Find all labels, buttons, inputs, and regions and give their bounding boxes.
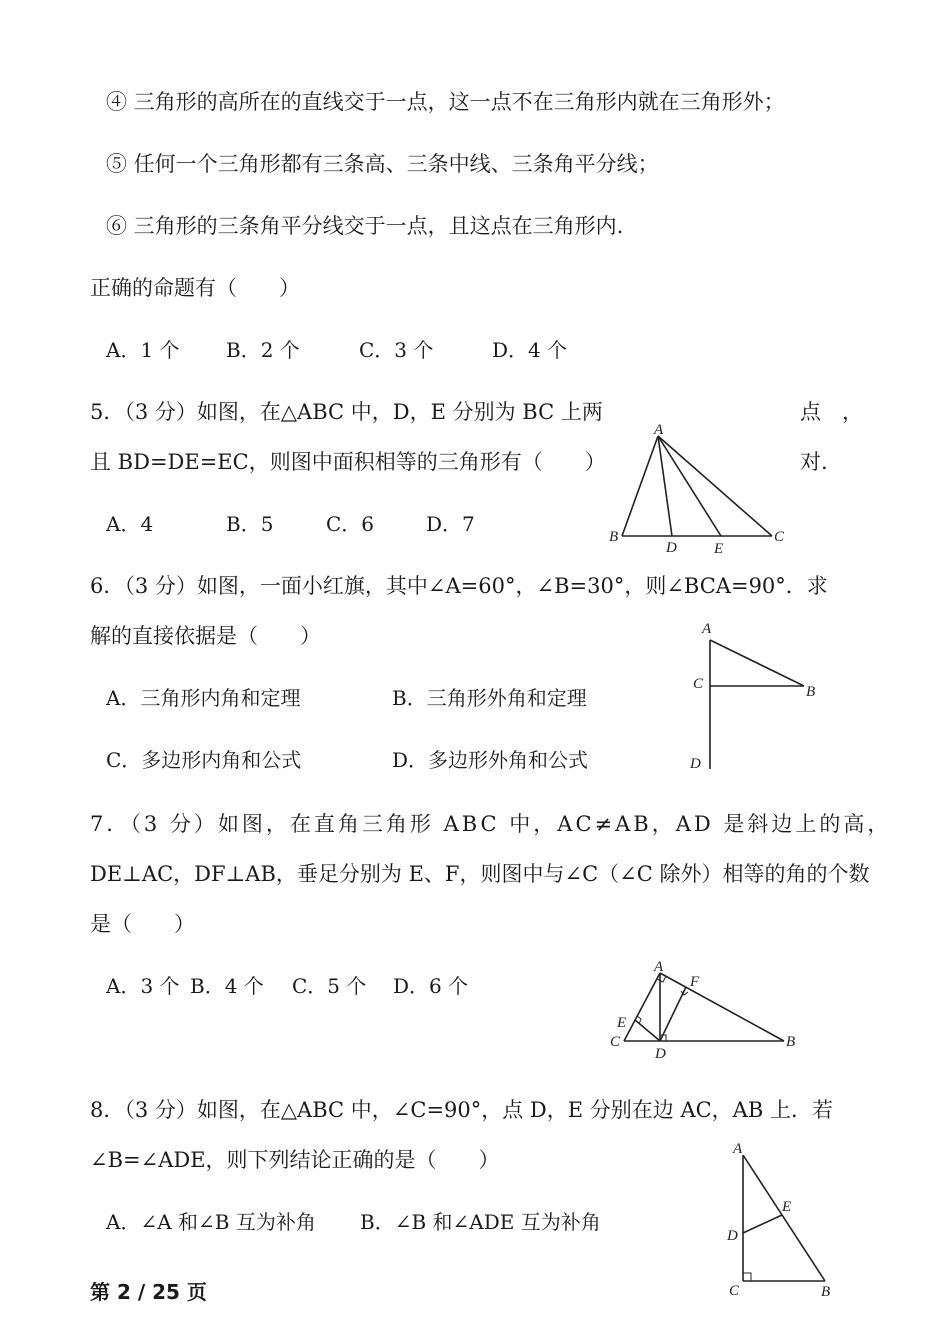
q5-label-e: E bbox=[714, 541, 724, 557]
q4-prompt: 正确的命题有（ ） bbox=[90, 276, 300, 300]
q7-label-f: F bbox=[690, 974, 700, 990]
q5-label-c: C bbox=[774, 529, 785, 545]
q6-flag-figure bbox=[680, 615, 830, 775]
q8-triangle-figure bbox=[715, 1135, 845, 1305]
q7-option-d: D．6 个 bbox=[393, 974, 469, 998]
q5-question-line2-end: 对. bbox=[800, 450, 828, 474]
q8-question-line1: 8．（3 分）如图，在△ABC 中，∠C=90°，点 D，E 分别在边 AC，AB 上．若 bbox=[90, 1098, 833, 1122]
q6-label-a: A bbox=[702, 621, 712, 637]
q5-option-c: C．6 bbox=[326, 512, 375, 536]
q5-question-line1: 5．（3 分）如图，在△ABC 中，D，E 分别为 BC 上两 bbox=[90, 400, 603, 424]
q6-option-b: B．三角形外角和定理 bbox=[392, 686, 587, 710]
q4-option-c: C．3 个 bbox=[359, 338, 434, 362]
q8-label-b: B bbox=[821, 1284, 831, 1300]
q5-label-d: D bbox=[666, 540, 677, 556]
q7-option-a: A．3 个 bbox=[106, 974, 180, 998]
q7-option-b: B．4 个 bbox=[190, 974, 264, 998]
statement-5: ⑤ 任何一个三角形都有三条高、三条中线、三条角平分线； bbox=[106, 152, 659, 176]
q8-label-d: D bbox=[727, 1228, 738, 1244]
q6-question-line2: 解的直接依据是（ ） bbox=[90, 624, 321, 648]
q7-right-triangle-figure bbox=[600, 955, 810, 1065]
q8-label-e: E bbox=[782, 1199, 792, 1215]
q5-label-b: B bbox=[609, 529, 619, 545]
q5-question-line2: 且 BD=DE=EC，则图中面积相等的三角形有（ ） bbox=[90, 450, 606, 474]
q4-option-a: A．1 个 bbox=[106, 338, 180, 362]
q6-question-line1: 6．（3 分）如图，一面小红旗，其中∠A=60°，∠B=30°，则∠BCA=90°．求 bbox=[90, 574, 828, 598]
q8-option-a: A．∠A 和∠B 互为补角 bbox=[106, 1210, 316, 1234]
q5-triangle-figure bbox=[600, 420, 800, 560]
statement-6: ⑥ 三角形的三条角平分线交于一点，且这点在三角形内. bbox=[106, 214, 624, 238]
q7-label-d: D bbox=[655, 1046, 666, 1062]
q8-label-a: A bbox=[733, 1141, 743, 1157]
q7-label-e: E bbox=[617, 1015, 627, 1031]
q7-question-line2: DE⊥AC，DF⊥AB，垂足分别为 E、F，则图中与∠C（∠C 除外）相等的角的个数 bbox=[90, 862, 870, 886]
statement-4: ④ 三角形的高所在的直线交于一点，这一点不在三角形内就在三角形外； bbox=[106, 90, 785, 114]
q4-option-d: D．4 个 bbox=[492, 338, 568, 362]
q7-label-c: C bbox=[610, 1034, 621, 1050]
q5-question-line1-end: 点 ， bbox=[800, 400, 863, 424]
q4-option-b: B．2 个 bbox=[226, 338, 300, 362]
q5-option-b: B．5 bbox=[226, 512, 274, 536]
q6-label-c: C bbox=[693, 676, 704, 692]
q7-question-line1: 7．（3 分）如图，在直角三角形 ABC 中，AC≠AB，AD 是斜边上的高， bbox=[90, 812, 892, 836]
q6-label-d: D bbox=[690, 756, 701, 772]
q7-option-c: C．5 个 bbox=[292, 974, 367, 998]
q8-label-c: C bbox=[729, 1283, 740, 1299]
q7-question-line3: 是（ ） bbox=[90, 912, 195, 936]
q7-label-a: A bbox=[654, 959, 664, 975]
q6-option-a: A．三角形内角和定理 bbox=[106, 686, 301, 710]
q6-label-b: B bbox=[806, 684, 816, 700]
q7-label-b: B bbox=[786, 1034, 796, 1050]
page-number: 第 2 / 25 页 bbox=[90, 1280, 207, 1304]
q5-label-a: A bbox=[654, 422, 664, 438]
q5-option-a: A．4 bbox=[106, 512, 154, 536]
q6-option-d: D．多边形外角和公式 bbox=[392, 748, 589, 772]
q8-question-line2: ∠B=∠ADE，则下列结论正确的是（ ） bbox=[90, 1148, 500, 1172]
q6-option-c: C．多边形内角和公式 bbox=[106, 748, 302, 772]
q5-option-d: D．7 bbox=[426, 512, 475, 536]
q8-option-b: B．∠B 和∠ADE 互为补角 bbox=[360, 1210, 601, 1234]
